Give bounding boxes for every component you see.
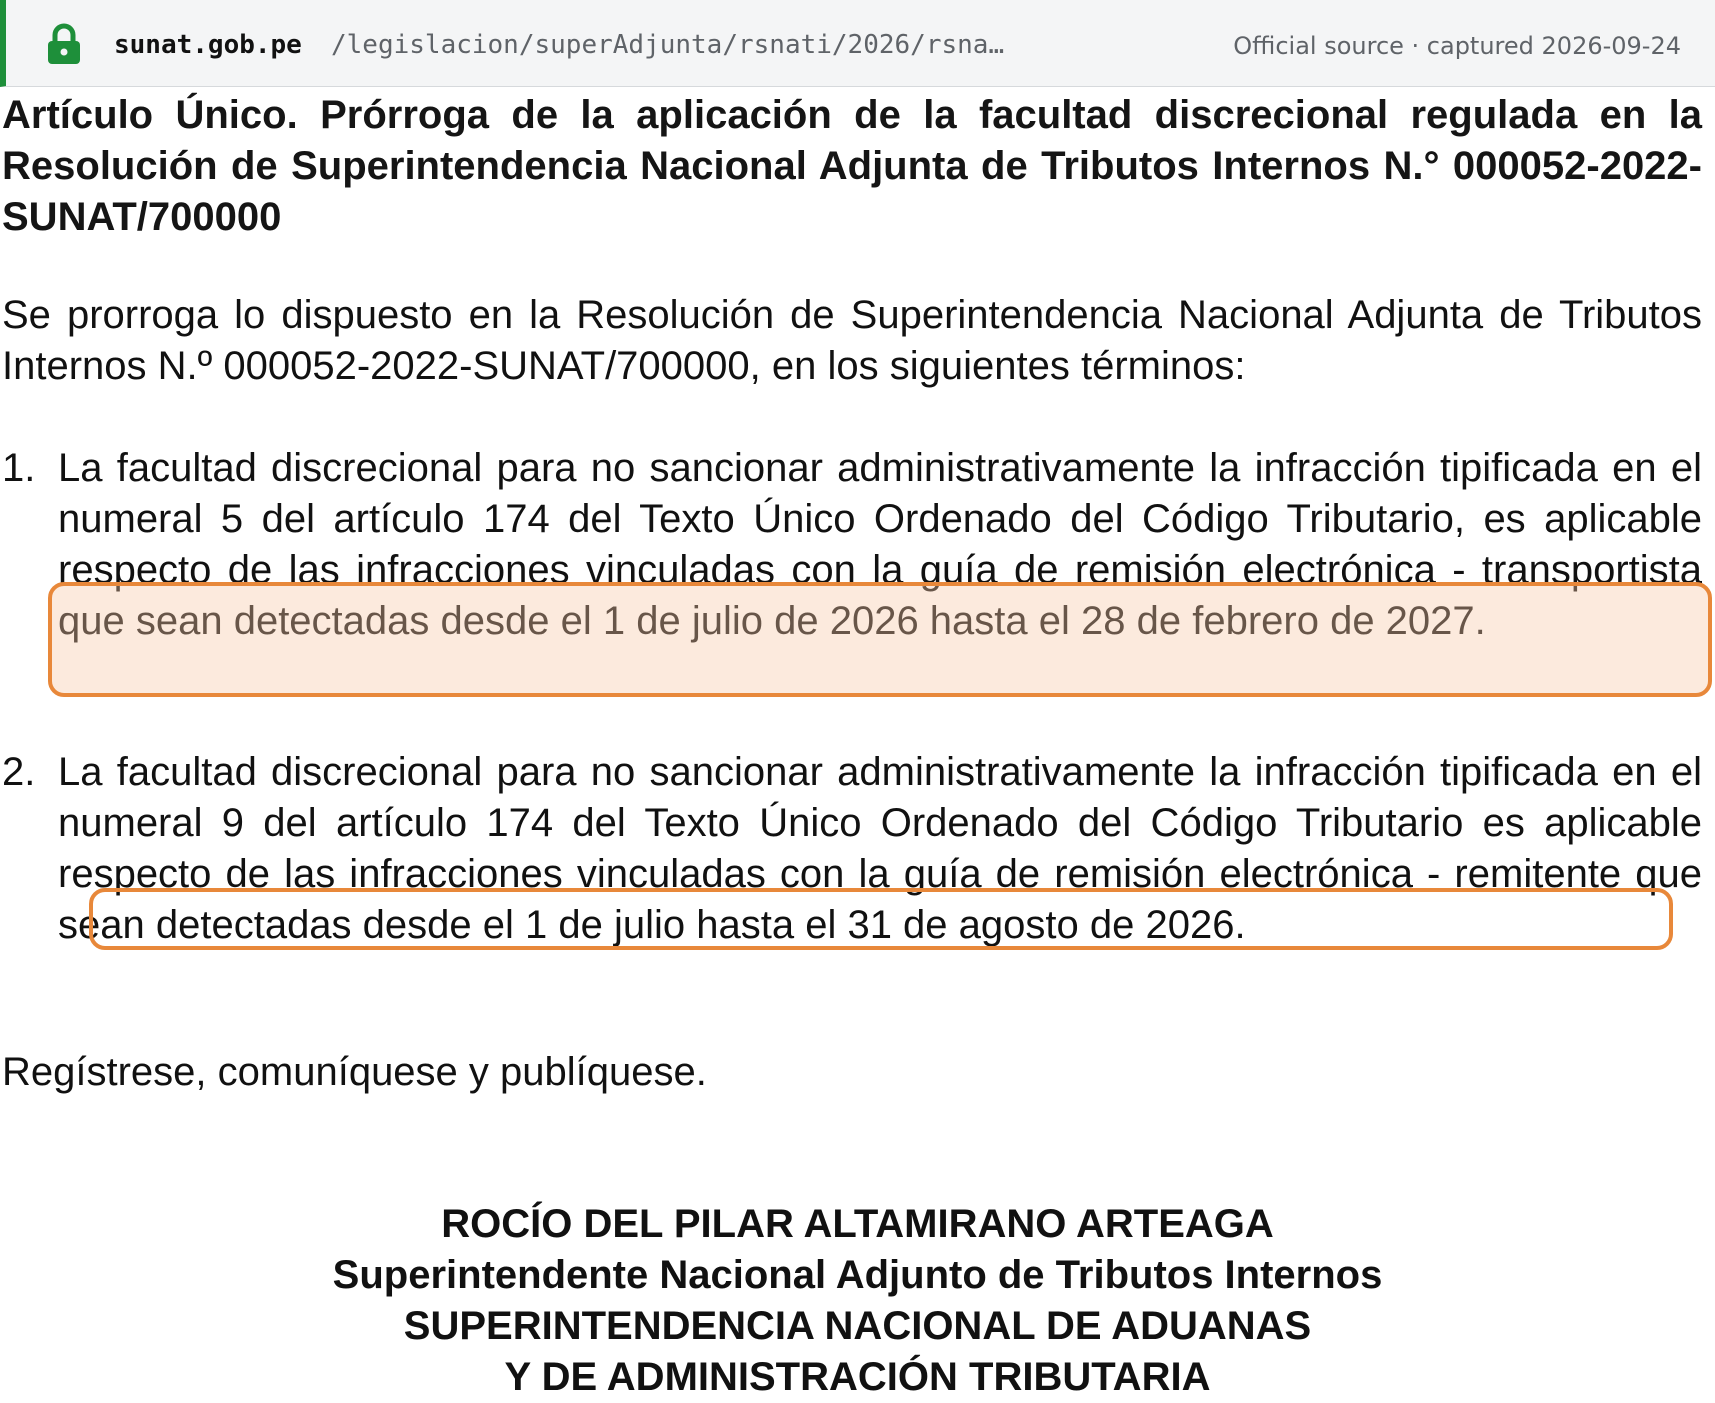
signatory-title: Superintendente Nacional Adjunto de Tributos Internos	[332, 1253, 1383, 1297]
highlight-box-item-1	[48, 582, 1712, 697]
browser-address-bar[interactable]	[0, 0, 1715, 87]
closing-line: Regístrese, comuníquese y publíquese.	[2, 1050, 707, 1094]
signatory-name: ROCÍO DEL PILAR ALTAMIRANO ARTEAGA	[441, 1202, 1274, 1246]
highlight-box-item-2	[89, 888, 1673, 950]
list-item-text: La facultad discrecional para no sancionar administrativamente la infracción tipificada en el numeral 9 del artículo 174 del Texto Único Ordenado del Código Tributario es aplicable respecto de las infracciones vinculadas con la guía de remisión electrónica - remitente que sean detectadas desde el 1 de julio hasta el 31 de agosto de 2026.	[58, 750, 1702, 947]
url-domain[interactable]: sunat.gob.pe	[114, 30, 302, 60]
intro-paragraph: Se prorroga lo dispuesto en la Resolución de Superintendencia Nacional Adjunta de Tributos Internos N.º 000052-2022-SUNAT/700000, en los siguientes términos:	[2, 293, 1702, 388]
capture-note: Official source · captured 2026-09-24	[1233, 32, 1681, 60]
list-item-number: 2.	[2, 750, 36, 794]
organization-line-2: Y DE ADMINISTRACIÓN TRIBUTARIA	[504, 1355, 1211, 1399]
document-page	[0, 87, 1715, 1397]
organization-line-1: SUPERINTENDENCIA NACIONAL DE ADUANAS	[403, 1304, 1312, 1348]
article-heading: Artículo Único. Prórroga de la aplicación de la facultad discrecional regulada en la Resolución de Superintendencia Nacional Adjunta de Tributos Internos N.° 000052-2022-SUNAT/700000	[2, 93, 1702, 239]
url-path[interactable]: /legislacion/superAdjunta/rsnati/2026/rsna…	[331, 30, 1005, 60]
signature-block	[0, 1199, 1715, 1403]
list-item-number: 1.	[2, 446, 36, 490]
lock-icon	[44, 22, 84, 66]
list-item-text: La facultad discrecional para no sancionar administrativamente la infracción tipificada en el numeral 5 del artículo 174 del Texto Único Ordenado del Código Tributario, es aplicable respecto de las infracciones vinculadas con la guía de remisión electrónica - transportista que sean detectadas desde el 1 de julio de 2026 hasta el 28 de febrero de 2027.	[58, 446, 1702, 643]
